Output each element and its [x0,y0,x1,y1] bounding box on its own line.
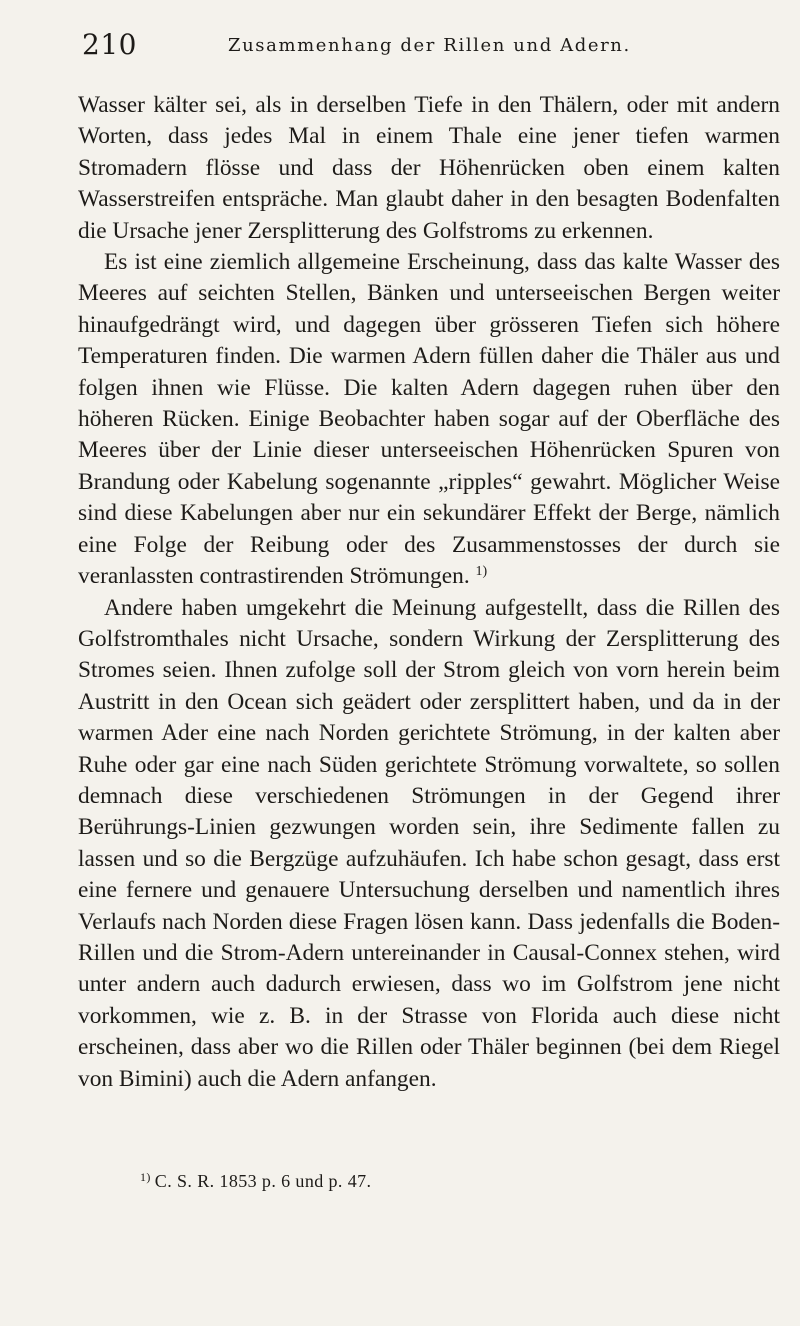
page-number: 210 [82,28,137,61]
paragraph-2-text: Es ist eine ziemlich allgemeine Erscheinung, dass das kalte Wasser des Meeres auf seichten Stellen, Bänken und unterseeischen Bergen weiter hinaufgedrängt wird, und dagegen über grösseren Tiefen sich höhere Temperaturen finden. Die warmen Adern füllen daher die Thäler aus und folgen ihnen wie Flüsse. Die kalten Adern dagegen ruhen über den höheren Rücken. Einige Beobachter haben sogar auf der Oberfläche des Meeres über der Linie dieser unterseeischen Höhenrücken Spuren von Brandung oder Kabelung sogenannte „ripples“ gewahrt. Möglicher Weise sind diese Kabelungen aber nur ein sekundärer Effekt der Berge, nämlich eine Folge der Reibung oder des Zusammenstosses der durch sie veranlassten contrastirenden Strömungen. [78,249,780,590]
footnote [140,1170,371,1192]
paragraph-3 [78,593,780,1096]
paragraph-1-text: Wasser kälter sei, als in derselben Tiefe in den Thälern, oder mit andern Worten, dass jedes Mal in einem Thale eine jener tiefen warmen Stromadern flösse und dass der Höhenrücken oben einem kalten Wasserstreifen entspräche. Man glaubt daher in den besagten Bodenfalten die Ursache jener Zersplitterung des Golfstroms zu erkennen. [78,92,780,244]
paragraph-3-text: Andere haben umgekehrt die Meinung aufgestellt, dass die Rillen des Golfstromthales nicht Ursache, sondern Wirkung der Zersplitterung des Stromes seien. Ihnen zufolge soll der Strom gleich von vorn herein beim Austritt in den Ocean sich geädert oder zersplittert haben, und da in der warmen Ader eine nach Norden gerichtete Strömung, in der kalten aber Ruhe oder gar eine nach Süden gerichtete Strömung vorwaltete, so sollen demnach diese verschiedenen Strömungen in der Gegend ihrer Berührungs-Linien gezwungen worden sein, ihre Sedimente fallen zu lassen und so die Bergzüge aufzuhäufen. Ich habe schon gesagt, dass erst eine fernere und genauere Untersuchung derselben und namentlich ihres Verlaufs nach Norden diese Fragen lösen kann. Dass jedenfalls die Boden-Rillen und die Strom-Adern untereinander in Causal-Connex stehen, wird unter andern auch dadurch erwiesen, dass wo im Golfstrom jene nicht vorkommen, wie z. B. in der Strasse von Florida auch diese nicht erscheinen, dass aber wo die Rillen oder Thäler beginnen (bei dem Riegel von Bimini) auch die Adern anfangen. [78,594,780,1092]
running-title: Zusammenhang der Rillen und Adern. [228,35,631,56]
paragraph-2 [78,247,780,592]
footnote-reference[interactable]: 1) [475,564,488,580]
paragraph-1 [78,90,780,247]
footnote-marker: 1) [140,1170,151,1184]
footnote-text: C. S. R. 1853 p. 6 und p. 47. [154,1171,372,1191]
body-text [78,90,780,1095]
running-head [78,28,738,68]
